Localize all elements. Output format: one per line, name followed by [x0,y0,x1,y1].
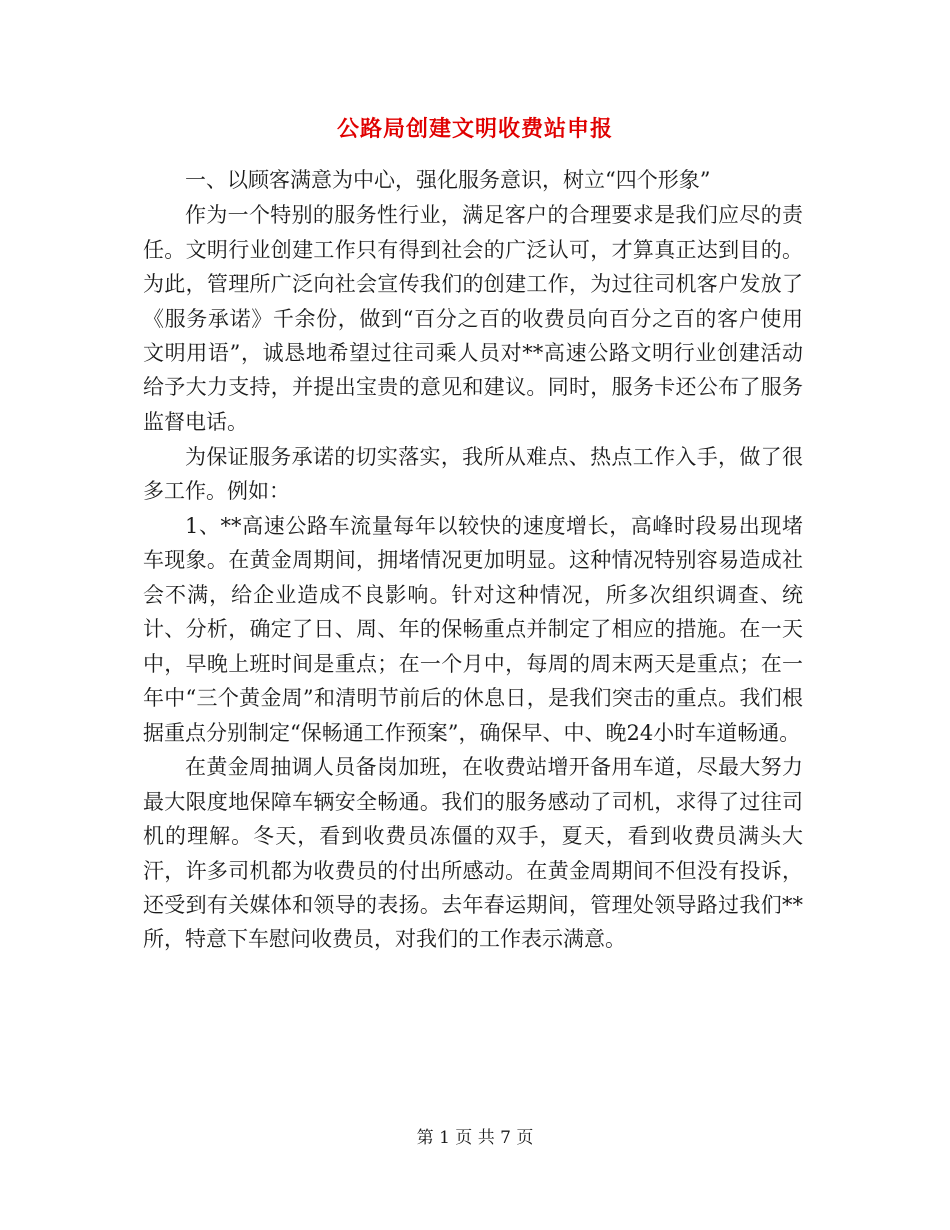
document-title: 公路局创建文明收费站申报 [336,116,613,142]
document-body [143,163,803,957]
paragraph-4: 在黄金周抽调人员备岗加班，在收费站增开备用车道，尽最大努力最大限度地保障车辆安全畅通。我们的服务感动了司机，求得了过往司机的理解。冬天，看到收费员冻僵的双手，夏天，看到收费员满头大汗，许多司机都为收费员的付出所感动。在黄金周期间不但没有投诉，还受到有关媒体和领导的表扬。去年春运期间，管理处领导路过我们**所，特意下车慰问收费员，对我们的工作表示满意。 [143,755,803,952]
paragraph-3: 1、**高速公路车流量每年以较快的速度增长，高峰时段易出现堵车现象。在黄金周期间，拥堵情况更加明显。这种情况特别容易造成社会不满，给企业造成不良影响。针对这种情况，所多次组织调查、统计、分析，确定了日、周、年的保畅重点并制定了相应的措施。在一天中，早晚上班时间是重点；在一个月中，每周的周末两天是重点；在一年中“三个黄金周”和清明节前后的休息日，是我们突击的重点。我们根据重点分别制定“保畅通工作预案”，确保早、中、晚24小时车道畅通。 [143,514,803,745]
paragraph-1: 作为一个特别的服务性行业，满足客户的合理要求是我们应尽的责任。文明行业创建工作只有得到社会的广泛认可，才算真正达到目的。为此，管理所广泛向社会宣传我们的创建工作，为过往司机客户发放了《服务承诺》千余份，做到“百分之百的收费员向百分之百的客户使用文明用语”，诚恳地希望过往司乘人员对**高速公路文明行业创建活动给予大力支持，并提出宝贵的意见和建议。同时，服务卡还公布了服务监督电话。 [143,203,803,434]
section-heading: 一、以顾客满意为中心，强化服务意识，树立“四个形象” [185,168,711,192]
paragraph-2: 为保证服务承诺的切实落实，我所从难点、热点工作入手，做了很多工作。例如： [143,444,803,504]
page-footer: 第 1 页 共 7 页 [416,1128,534,1148]
